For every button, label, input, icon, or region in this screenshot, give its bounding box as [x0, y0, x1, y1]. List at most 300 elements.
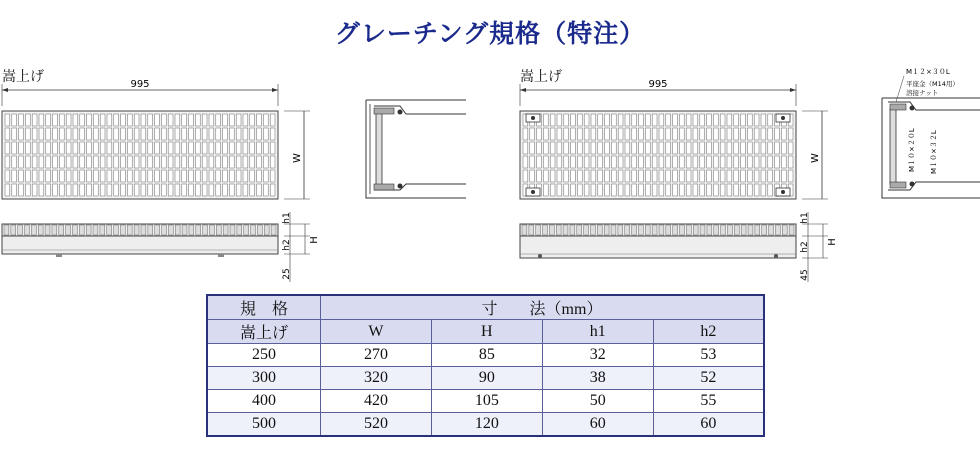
grating-cell [591, 114, 596, 126]
grating-cell [66, 128, 71, 140]
grating-bar [66, 225, 71, 235]
grating-cell [754, 184, 759, 196]
grating-cell [632, 170, 637, 182]
grating-cell [19, 184, 24, 196]
grating-cell [107, 142, 112, 154]
grating-cell [80, 156, 85, 168]
grating-cell [87, 128, 92, 140]
grating-cell [114, 156, 119, 168]
grating-bar [155, 225, 160, 235]
spec-table [206, 294, 765, 437]
grating-cell [577, 170, 582, 182]
grating-cell [209, 128, 214, 140]
grating-cell [611, 156, 616, 168]
grating-cell [768, 156, 773, 168]
grating-cell [761, 184, 766, 196]
grating-cell [679, 184, 684, 196]
grating-cell [236, 114, 241, 126]
grating-cell [53, 128, 58, 140]
grating-cell [257, 114, 262, 126]
left-grating-side-view [0, 210, 320, 285]
grating-cell [250, 184, 255, 196]
grating-cell [679, 142, 684, 154]
grating-cell [564, 128, 569, 140]
grating-cell [625, 114, 630, 126]
grating-bar [100, 225, 105, 235]
grating-cell [666, 142, 671, 154]
grating-cell [189, 142, 194, 154]
grating-cell [175, 156, 180, 168]
grating-bar [693, 225, 698, 235]
grating-cell [216, 142, 221, 154]
grating-cell [195, 170, 200, 182]
grating-bar [721, 225, 726, 235]
grating-cell [223, 114, 228, 126]
grating-cell [53, 142, 58, 154]
grating-bar [45, 225, 50, 235]
grating-cell [87, 142, 92, 154]
grating-cell [12, 142, 17, 154]
grating-bar [570, 225, 575, 235]
cell: 105 [431, 390, 542, 413]
grating-cell [537, 128, 542, 140]
grating-cell [100, 142, 105, 154]
grating-cell [93, 114, 98, 126]
grating-cell [175, 184, 180, 196]
grating-cell [243, 184, 248, 196]
grating-cell [700, 170, 705, 182]
grating-cell [713, 114, 718, 126]
grating-bar [604, 225, 609, 235]
grating-cell [618, 128, 623, 140]
grating-cell [39, 142, 44, 154]
grating-cell [775, 170, 780, 182]
grating-cell [571, 184, 576, 196]
grating-bar [31, 225, 36, 235]
grating-cell [768, 170, 773, 182]
grating-cell [155, 170, 160, 182]
grating-bar [522, 225, 527, 235]
grating-bar [107, 225, 112, 235]
grating-cell [775, 142, 780, 154]
grating-cell [686, 114, 691, 126]
grating-bar [11, 225, 16, 235]
grating-cell [134, 156, 139, 168]
grating-bar [775, 225, 780, 235]
grating-bar [93, 225, 98, 235]
grating-bar [114, 225, 119, 235]
grating-cell [202, 184, 207, 196]
grating-cell [550, 128, 555, 140]
grating-cell [46, 170, 51, 182]
grating-bar [549, 225, 554, 235]
left-bottom-dim: 25 [282, 268, 292, 280]
grating-cell [768, 142, 773, 154]
grating-cell [543, 170, 548, 182]
grating-cell [148, 156, 153, 168]
grating-cell [93, 142, 98, 154]
grating-cell [243, 128, 248, 140]
grating-cell [175, 142, 180, 154]
grating-cell [155, 114, 160, 126]
grating-cell [216, 184, 221, 196]
grating-cell [25, 128, 30, 140]
grating-cell [550, 156, 555, 168]
grating-cell [693, 114, 698, 126]
grating-bar [79, 225, 84, 235]
grating-bar [625, 225, 630, 235]
grating-cell [584, 184, 589, 196]
grating-cell [713, 184, 718, 196]
grating-cell [652, 170, 657, 182]
grating-cell [720, 114, 725, 126]
grating-cell [632, 128, 637, 140]
grating-cell [659, 128, 664, 140]
grating-cell [632, 114, 637, 126]
table-row [207, 390, 764, 413]
grating-cell [107, 128, 112, 140]
grating-bar [38, 225, 43, 235]
grating-bar [162, 225, 167, 235]
grating-cell [754, 142, 759, 154]
grating-bar [645, 225, 650, 235]
grating-cell [121, 142, 126, 154]
grating-cell [107, 156, 112, 168]
right-h1-label: h1 [800, 212, 810, 224]
grating-cell [59, 114, 64, 126]
grating-cell [741, 184, 746, 196]
grating-cell [584, 170, 589, 182]
grating-cell [747, 184, 752, 196]
grating-cell [666, 170, 671, 182]
grating-cell [605, 142, 610, 154]
grating-cell [618, 114, 623, 126]
grating-cell [713, 128, 718, 140]
grating-cell [32, 170, 37, 182]
cell: 32 [542, 344, 653, 367]
grating-bar [611, 225, 616, 235]
grating-cell [141, 170, 146, 182]
grating-cell [571, 170, 576, 182]
grating-cell [713, 142, 718, 154]
grating-cell [236, 128, 241, 140]
header-w: W [321, 320, 432, 344]
grating-cell [257, 128, 262, 140]
grating-cell [263, 170, 268, 182]
grating-cell [639, 128, 644, 140]
grating-cell [713, 156, 718, 168]
grating-cell [53, 114, 58, 126]
grating-cell [87, 156, 92, 168]
grating-bar [543, 225, 548, 235]
grating-cell [768, 184, 773, 196]
grating-cell [645, 170, 650, 182]
grating-cell [223, 184, 228, 196]
grating-cell [250, 170, 255, 182]
grating-cell [747, 128, 752, 140]
grating-cell [659, 114, 664, 126]
grating-cell [114, 184, 119, 196]
grating-cell [707, 128, 712, 140]
grating-cell [87, 114, 92, 126]
grating-cell [100, 114, 105, 126]
grating-cell [127, 170, 132, 182]
grating-cell [19, 114, 24, 126]
grating-cell [543, 114, 548, 126]
grating-cell [747, 156, 752, 168]
grating-cell [127, 184, 132, 196]
grating-cell [707, 142, 712, 154]
grating-cell [5, 170, 10, 182]
grating-cell [107, 184, 112, 196]
grating-bar [189, 225, 194, 235]
grating-cell [12, 114, 17, 126]
grating-cell [32, 128, 37, 140]
grating-cell [263, 128, 268, 140]
grating-cell [39, 170, 44, 182]
grating-cell [707, 170, 712, 182]
table-row [207, 413, 764, 437]
grating-cell [134, 170, 139, 182]
grating-cell [66, 142, 71, 154]
cell: 50 [542, 390, 653, 413]
grating-cell [584, 156, 589, 168]
grating-bar [707, 225, 712, 235]
grating-cell [223, 142, 228, 154]
grating-bar [659, 225, 664, 235]
grating-cell [645, 156, 650, 168]
grating-cell [53, 156, 58, 168]
grating-cell [639, 156, 644, 168]
grating-cell [270, 156, 275, 168]
grating-cell [761, 142, 766, 154]
grating-cell [625, 142, 630, 154]
left-H-label: H [309, 236, 320, 244]
grating-cell [768, 128, 773, 140]
grating-cell [25, 184, 30, 196]
grating-cell [5, 128, 10, 140]
grating-cell [577, 114, 582, 126]
grating-cell [182, 170, 187, 182]
grating-cell [543, 156, 548, 168]
grating-bar [529, 225, 534, 235]
grating-cell [46, 128, 51, 140]
grating-cell [788, 128, 793, 140]
grating-cell [161, 170, 166, 182]
grating-cell [768, 114, 773, 126]
cell: 38 [542, 367, 653, 390]
grating-cell [209, 114, 214, 126]
cell: 53 [653, 344, 764, 367]
grating-cell [127, 114, 132, 126]
grating-cell [598, 142, 603, 154]
grating-cell [25, 114, 30, 126]
grating-cell [32, 114, 37, 126]
grating-cell [59, 184, 64, 196]
grating-cell [605, 128, 610, 140]
grating-cell [693, 170, 698, 182]
grating-cell [209, 156, 214, 168]
right-width-dim: 995 [648, 79, 668, 90]
grating-cell [659, 184, 664, 196]
grating-bar [264, 225, 269, 235]
grating-cell [618, 142, 623, 154]
grating-cell [632, 184, 637, 196]
grating-cell [707, 114, 712, 126]
note-bolt-top: M１２×３０L [906, 68, 950, 76]
grating-cell [591, 128, 596, 140]
grating-bar [251, 225, 256, 235]
grating-cell [734, 156, 739, 168]
grating-cell [73, 142, 78, 154]
grating-cell [727, 114, 732, 126]
grating-cell [148, 170, 153, 182]
note-bolt-20: M１０×２０L [908, 128, 916, 172]
grating-cell [80, 170, 85, 182]
grating-cell [707, 156, 712, 168]
grating-cell [686, 142, 691, 154]
grating-cell [679, 128, 684, 140]
grating-cell [155, 128, 160, 140]
grating-bar [127, 225, 132, 235]
grating-cell [263, 156, 268, 168]
grating-cell [693, 156, 698, 168]
grating-cell [571, 128, 576, 140]
grating-cell [87, 184, 92, 196]
grating-cell [625, 170, 630, 182]
grating-cell [19, 128, 24, 140]
grating-cell [134, 142, 139, 154]
grating-cell [168, 156, 173, 168]
grating-cell [202, 170, 207, 182]
cell: 120 [431, 413, 542, 437]
grating-bar [257, 225, 262, 235]
grating-cell [754, 114, 759, 126]
grating-cell [270, 142, 275, 154]
grating-bar [175, 225, 180, 235]
grating-cell [577, 156, 582, 168]
right-grating-side-view [518, 210, 838, 285]
grating-cell [598, 170, 603, 182]
grating-cell [761, 114, 766, 126]
grating-cell [93, 156, 98, 168]
grating-cell [761, 128, 766, 140]
grating-bar [230, 225, 235, 235]
grating-cell [747, 142, 752, 154]
grating-cell [12, 156, 17, 168]
cell: 52 [653, 367, 764, 390]
grating-cell [727, 184, 732, 196]
cell: 300 [207, 367, 321, 390]
grating-cell [236, 184, 241, 196]
grating-bar [597, 225, 602, 235]
grating-cell [523, 128, 528, 140]
grating-cell [168, 170, 173, 182]
grating-cell [577, 128, 582, 140]
grating-bar [714, 225, 719, 235]
grating-cell [557, 128, 562, 140]
grating-cell [12, 184, 17, 196]
cell: 400 [207, 390, 321, 413]
grating-cell [788, 156, 793, 168]
grating-cell [121, 184, 126, 196]
grating-cell [673, 156, 678, 168]
grating-cell [577, 142, 582, 154]
grating-cell [720, 156, 725, 168]
grating-cell [591, 170, 596, 182]
grating-cell [182, 142, 187, 154]
grating-cell [720, 184, 725, 196]
grating-cell [720, 142, 725, 154]
grating-cell [611, 170, 616, 182]
grating-cell [557, 184, 562, 196]
note-washer: 平座金（M14用） [906, 80, 959, 88]
grating-cell [148, 142, 153, 154]
right-bottom-dim: 45 [800, 269, 810, 281]
grating-cell [257, 170, 262, 182]
grating-cell [189, 114, 194, 126]
grating-bar [577, 225, 582, 235]
grating-cell [161, 184, 166, 196]
grating-cell [175, 128, 180, 140]
grating-cell [195, 114, 200, 126]
grating-cell [141, 184, 146, 196]
grating-cell [216, 156, 221, 168]
header-h: H [431, 320, 542, 344]
note-nut: 溶接ナット [906, 89, 939, 97]
header-h1: h1 [542, 320, 653, 344]
grating-cell [673, 142, 678, 154]
grating-cell [741, 156, 746, 168]
grating-cell [80, 128, 85, 140]
left-width-dim: 995 [130, 79, 150, 90]
grating-bar [632, 225, 637, 235]
grating-cell [80, 142, 85, 154]
grating-cell [189, 156, 194, 168]
header-raise: 嵩上げ [207, 320, 321, 344]
grating-cell [775, 128, 780, 140]
grating-cell [645, 142, 650, 154]
grating-cell [734, 184, 739, 196]
grating-cell [693, 128, 698, 140]
grating-cell [114, 128, 119, 140]
cell: 500 [207, 413, 321, 437]
grating-cell [673, 184, 678, 196]
grating-cell [127, 156, 132, 168]
grating-cell [652, 114, 657, 126]
grating-cell [781, 128, 786, 140]
grating-cell [134, 128, 139, 140]
left-grating-plan-view [0, 78, 320, 208]
grating-cell [693, 184, 698, 196]
grating-bar [556, 225, 561, 235]
grating-cell [564, 170, 569, 182]
grating-bar [196, 225, 201, 235]
grating-cell [229, 156, 234, 168]
grating-cell [686, 156, 691, 168]
grating-cell [530, 170, 535, 182]
grating-cell [611, 128, 616, 140]
cell: 85 [431, 344, 542, 367]
left-w-label: W [292, 153, 303, 163]
grating-cell [148, 114, 153, 126]
grating-bar [563, 225, 568, 235]
grating-cell [39, 184, 44, 196]
grating-cell [673, 128, 678, 140]
grating-cell [46, 142, 51, 154]
grating-cell [754, 170, 759, 182]
grating-cell [270, 128, 275, 140]
